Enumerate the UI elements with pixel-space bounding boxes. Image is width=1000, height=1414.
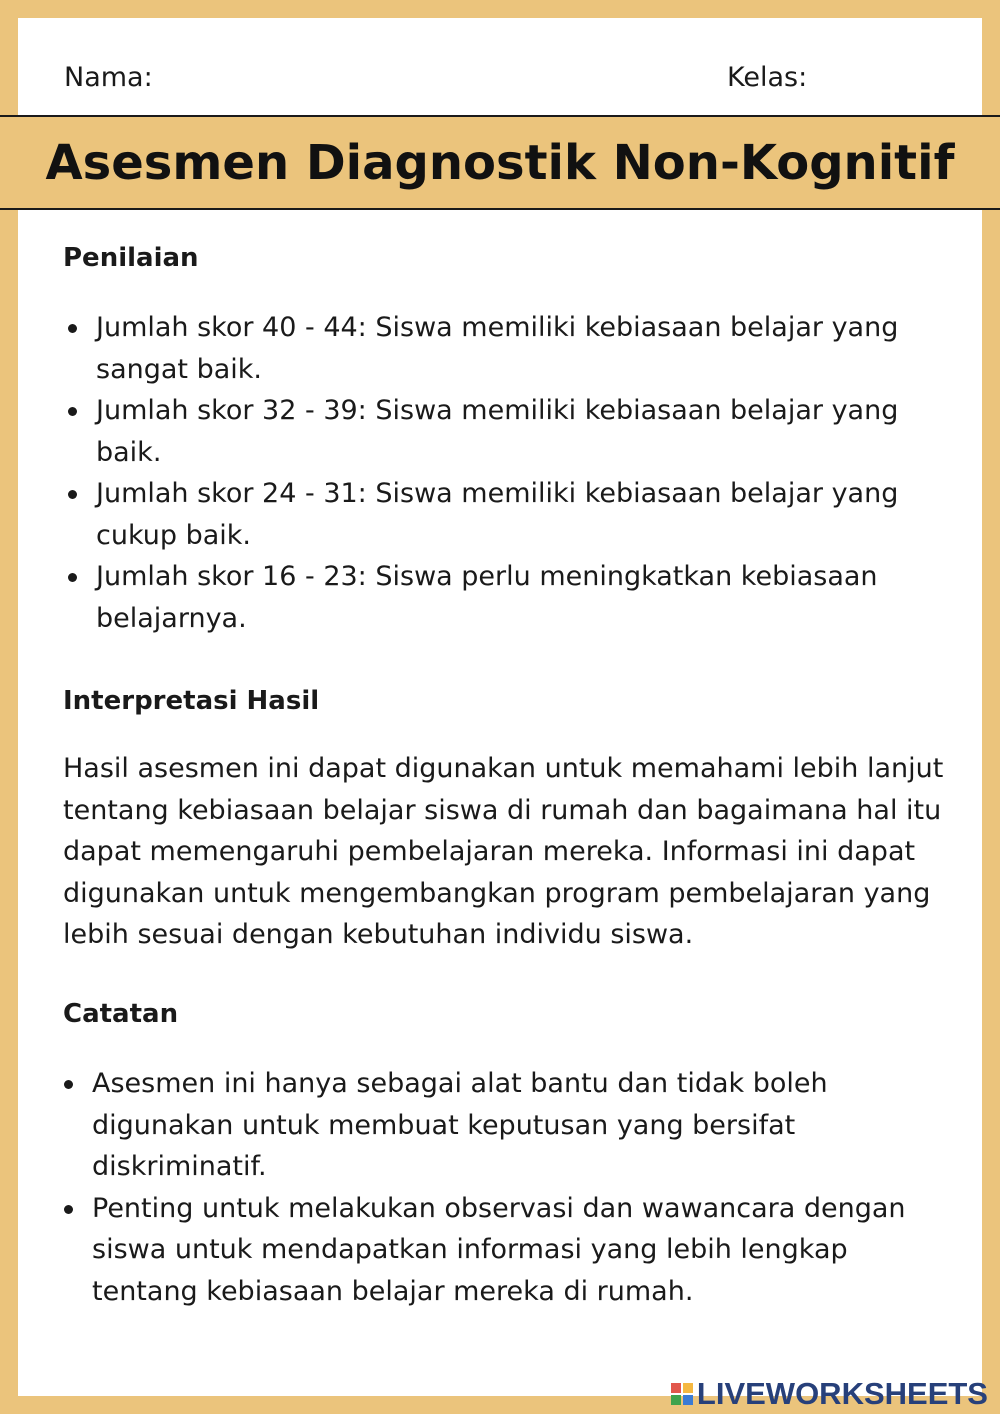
list-item: Jumlah skor 32 - 39: Siswa memiliki kebiasaan belajar yang baik. xyxy=(64,390,934,473)
page-title: Asesmen Diagnostik Non-Kognitif xyxy=(45,134,955,191)
penilaian-heading: Penilaian xyxy=(63,243,199,273)
list-item: Jumlah skor 40 - 44: Siswa memiliki kebiasaan belajar yang sangat baik. xyxy=(64,307,934,390)
interpretasi-text: Hasil asesmen ini dapat digunakan untuk memahami lebih lanjut tentang kebiasaan belajar siswa di rumah dan bagaimana hal itu dapat memengaruhi pembelajaran mereka. Informasi ini dapat digunakan untuk mengembangkan program pembelajaran yang lebih sesuai dengan kebutuhan individu siswa. xyxy=(63,753,944,950)
list-item: Asesmen ini hanya sebagai alat bantu dan tidak boleh digunakan untuk membuat keputusan yang bersifat diskriminatif. xyxy=(60,1063,940,1188)
penilaian-list xyxy=(64,307,934,639)
nama-label: Nama: xyxy=(64,62,153,93)
logo-block xyxy=(683,1395,693,1405)
title-band xyxy=(0,115,1000,210)
logo-block xyxy=(671,1395,681,1405)
kelas-label: Kelas: xyxy=(727,62,808,93)
catatan-list xyxy=(60,1063,940,1312)
brand-text: LIVEWORKSHEETS xyxy=(696,1376,988,1411)
logo-blocks-icon xyxy=(671,1383,693,1405)
interpretasi-heading: Interpretasi Hasil xyxy=(63,686,320,716)
list-item: Jumlah skor 24 - 31: Siswa memiliki kebiasaan belajar yang cukup baik. xyxy=(64,473,934,556)
list-item: Penting untuk melakukan observasi dan wawancara dengan siswa untuk mendapatkan informasi yang lebih lengkap tentang kebiasaan belajar mereka di rumah. xyxy=(60,1188,940,1313)
logo-block xyxy=(671,1383,681,1393)
catatan-heading: Catatan xyxy=(63,999,179,1029)
list-item: Jumlah skor 16 - 23: Siswa perlu meningkatkan kebiasaan belajarnya. xyxy=(64,556,934,639)
liveworksheets-logo xyxy=(671,1376,988,1412)
logo-block xyxy=(683,1383,693,1393)
